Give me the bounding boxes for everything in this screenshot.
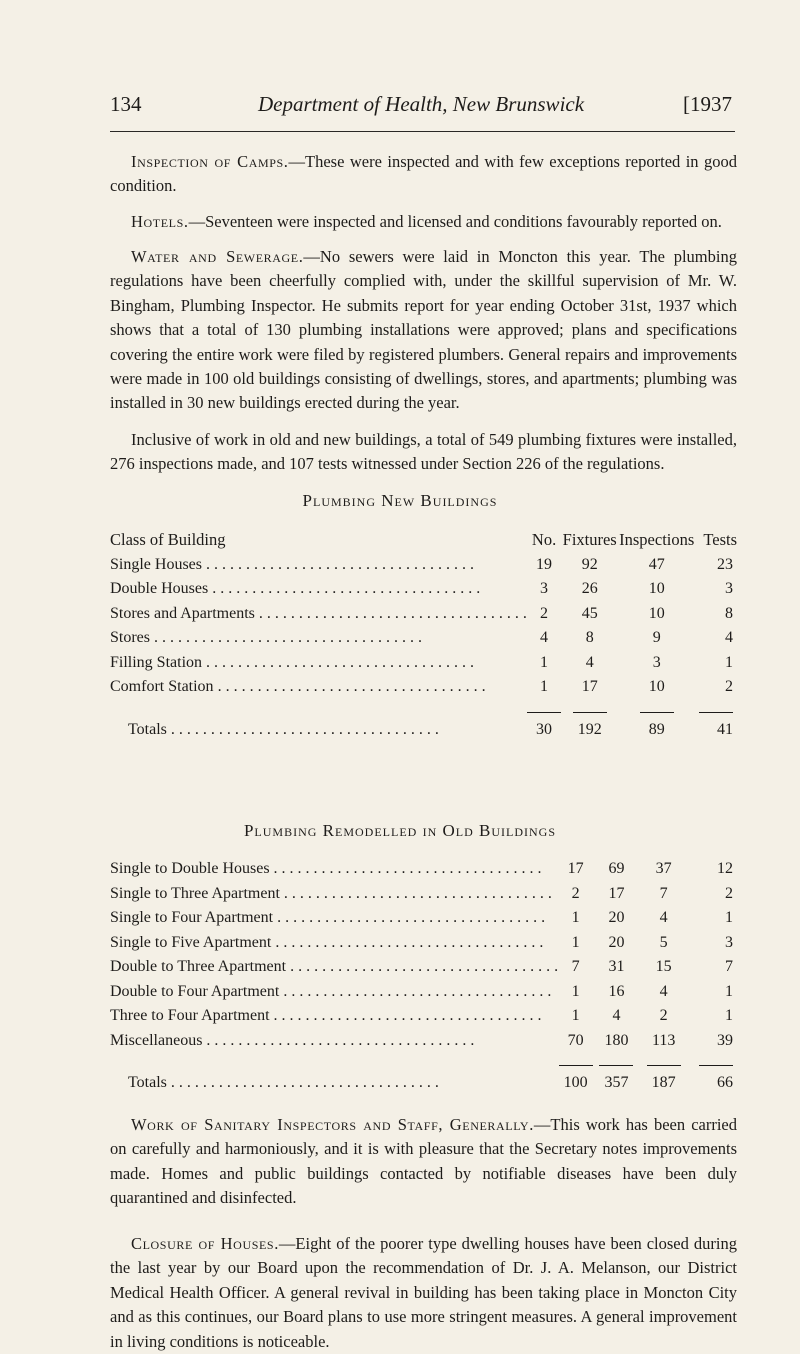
text-closure-of-houses: —Eight of the poorer type dwelling houses have been closed during the last year by our Board upon the recommendation of Dr. J. A. Melanson, our District Medical Health Officer. A general revival in building has been taking place in Moncton City and as this continues, our Board plans to use more stringent measures. A general improvement in living conditions is noticeable. xyxy=(110,1234,737,1351)
row-value: 20 xyxy=(608,909,625,927)
row-value: 16 xyxy=(608,982,625,1000)
heading-water-sewerage: Water and Sewerage. xyxy=(131,247,304,266)
row-value: 7 xyxy=(725,958,733,976)
row-label xyxy=(110,553,527,578)
paragraph-hotels xyxy=(110,210,737,234)
running-title: Department of Health, New Brunswick xyxy=(258,92,585,116)
table-row xyxy=(110,577,737,602)
dot-leader: . . . . . . . . . . . . . . . . . . . . . . . . . . . . . . . . . . xyxy=(208,580,481,598)
row-value: 3 xyxy=(652,653,661,671)
table-new-header-row xyxy=(110,528,737,553)
running-header xyxy=(0,90,800,130)
dot-leader: . . . . . . . . . . . . . . . . . . . . . . . . . . . . . . . . . . xyxy=(202,555,474,573)
row-value: 1 xyxy=(571,933,580,951)
label-text: Miscellaneous xyxy=(110,1031,203,1049)
totals-row xyxy=(110,1071,737,1096)
totals-row xyxy=(110,718,737,743)
row-value: 20 xyxy=(608,933,625,951)
row-value: 113 xyxy=(651,1031,676,1049)
divider-cell xyxy=(527,700,561,718)
dot-leader: . . . . . . . . . . . . . . . . . . . . . . . . . . . . . . . . . . xyxy=(286,958,559,976)
dot-leader: . . . . . . . . . . . . . . . . . . . . . . . . . . . . . . . . . . xyxy=(273,909,546,927)
label-text: Single Houses xyxy=(110,555,202,573)
label-wrap xyxy=(110,605,527,623)
col-class-of-building: Class of Building xyxy=(110,530,226,550)
heading-hotels: Hotels. xyxy=(131,212,189,231)
row-value: 7 xyxy=(659,884,668,902)
totals-divider xyxy=(110,1053,737,1071)
table-old-buildings xyxy=(110,857,737,1096)
heading-camps: Inspection of Camps. xyxy=(131,152,289,171)
label-wrap xyxy=(110,860,558,878)
col-tests: Tests xyxy=(703,530,737,550)
table-new-caption: Plumbing New Buildings xyxy=(302,491,498,510)
col-inspections: Inspections xyxy=(619,530,695,550)
row-label xyxy=(110,931,558,956)
divider-bar xyxy=(527,712,561,713)
divider-cell xyxy=(618,700,695,718)
row-value: 2 xyxy=(571,884,580,902)
label-text: Single to Three Apartment xyxy=(110,884,280,902)
row-value: 4 xyxy=(659,909,668,927)
label-text: Double Houses xyxy=(110,580,209,598)
totals-divider xyxy=(110,700,737,718)
col-fixtures: Fixtures xyxy=(562,530,617,550)
row-label xyxy=(110,577,527,602)
text-camps: —These were inspected and with few exceptions reported in good condition. xyxy=(110,152,737,196)
divider-cell xyxy=(110,1053,558,1071)
label-text: Totals xyxy=(128,1074,167,1092)
row-value: 1 xyxy=(725,982,733,1000)
label-wrap xyxy=(110,983,558,1001)
text-hotels: —Seventeen were inspected and licensed and conditions favourably reported on. xyxy=(188,212,722,231)
row-value: 69 xyxy=(608,860,625,878)
dot-leader: . . . . . . . . . . . . . . . . . . . . . . . . . . . . . . . . . . xyxy=(279,884,552,902)
label-text: Stores and Apartments xyxy=(110,604,255,622)
label-wrap xyxy=(110,1007,558,1025)
row-value: 180 xyxy=(604,1031,629,1049)
divider-cell xyxy=(558,1053,593,1071)
label-wrap xyxy=(110,654,527,672)
row-value: 31 xyxy=(608,958,625,976)
label-wrap xyxy=(110,556,527,574)
label-text: Three to Four Apartment xyxy=(110,1007,270,1025)
row-value: 3 xyxy=(540,580,549,598)
row-value: 1 xyxy=(540,653,549,671)
header-rule xyxy=(110,131,735,132)
row-label xyxy=(110,1029,558,1054)
row-value: 17 xyxy=(608,884,625,902)
row-value: 1 xyxy=(725,1007,733,1025)
paragraph-camps xyxy=(110,150,737,199)
totals-value: 89 xyxy=(648,720,665,738)
divider-bar xyxy=(647,1065,681,1066)
text-sanitary-inspectors: —This work has been carried on carefully and harmoniously, and it is with pleasure that the Secretary notes improvements made. Homes and public buildings contacted by notifiable diseases have been duly quarantined and disinfected. xyxy=(110,1115,737,1208)
row-value: 92 xyxy=(581,555,598,573)
table-row xyxy=(110,1004,737,1029)
label-wrap xyxy=(110,629,527,647)
divider-bar xyxy=(599,1065,633,1066)
row-value: 2 xyxy=(540,604,549,622)
label-text: Filling Station xyxy=(110,653,203,671)
totals-value: 66 xyxy=(717,1074,733,1092)
row-value: 5 xyxy=(659,933,668,951)
label-wrap xyxy=(128,721,527,739)
row-value: 1 xyxy=(571,982,580,1000)
row-value: 26 xyxy=(581,580,598,598)
row-label xyxy=(110,626,527,651)
totals-value: 41 xyxy=(717,720,733,738)
divider-cell xyxy=(110,700,527,718)
row-label xyxy=(110,955,558,980)
row-value: 8 xyxy=(725,604,733,622)
dot-leader: . . . . . . . . . . . . . . . . . . . . . . . . . . . . . . . . . . xyxy=(269,1007,542,1025)
table-row xyxy=(110,602,737,627)
row-label xyxy=(110,857,558,882)
divider-cell xyxy=(640,1053,688,1071)
table-row xyxy=(110,906,737,931)
row-value: 4 xyxy=(612,1007,621,1025)
table-row xyxy=(110,626,737,651)
row-value: 17 xyxy=(581,678,598,696)
row-label xyxy=(110,651,527,676)
row-value: 3 xyxy=(725,933,733,951)
label-text: Stores xyxy=(110,629,150,647)
row-value: 10 xyxy=(648,678,665,696)
row-value: 4 xyxy=(540,629,549,647)
totals-value: 187 xyxy=(651,1074,676,1092)
row-value: 1 xyxy=(725,909,733,927)
paragraph-inclusive xyxy=(110,428,737,477)
row-label xyxy=(110,980,558,1005)
table-row xyxy=(110,1029,737,1054)
heading-sanitary-inspectors: Work of Sanitary Inspectors and Staff, Generally. xyxy=(131,1115,534,1134)
row-value: 19 xyxy=(536,555,553,573)
label-wrap xyxy=(110,885,558,903)
label-text: Comfort Station xyxy=(110,678,214,696)
table-new-buildings xyxy=(110,528,737,742)
dot-leader: . . . . . . . . . . . . . . . . . . . . . . . . . . . . . . . . . . xyxy=(254,604,527,622)
label-text: Single to Five Apartment xyxy=(110,933,272,951)
row-value: 2 xyxy=(725,678,733,696)
divider-cell xyxy=(688,1053,737,1071)
row-value: 23 xyxy=(717,555,733,573)
row-value: 45 xyxy=(581,604,598,622)
row-value: 1 xyxy=(571,909,580,927)
row-value: 7 xyxy=(571,958,580,976)
divider-bar xyxy=(699,1065,733,1066)
row-label xyxy=(110,882,558,907)
row-label xyxy=(110,675,527,700)
row-value: 12 xyxy=(717,860,733,878)
row-value: 47 xyxy=(648,555,665,573)
label-wrap xyxy=(110,1032,558,1050)
paragraph-sanitary-inspectors xyxy=(110,1113,737,1211)
divider-bar xyxy=(699,712,733,713)
row-value: 15 xyxy=(655,958,672,976)
paragraph-water-sewerage xyxy=(110,245,737,416)
dot-leader: . . . . . . . . . . . . . . . . . . . . . . . . . . . . . . . . . . xyxy=(213,678,486,696)
row-value: 2 xyxy=(725,884,733,902)
label-wrap xyxy=(110,958,558,976)
dot-leader: . . . . . . . . . . . . . . . . . . . . . . . . . . . . . . . . . . xyxy=(269,860,542,878)
heading-closure-of-houses: Closure of Houses. xyxy=(131,1234,279,1253)
label-text: Double to Three Apartment xyxy=(110,958,287,976)
dot-leader: . . . . . . . . . . . . . . . . . . . . . . . . . . . . . . . . . . xyxy=(166,720,439,738)
row-value: 4 xyxy=(585,653,594,671)
totals-label xyxy=(110,1071,558,1096)
running-year: [1937 xyxy=(683,92,732,116)
table-row xyxy=(110,651,737,676)
row-value: 1 xyxy=(725,653,733,671)
label-text: Totals xyxy=(128,720,167,738)
label-wrap xyxy=(110,678,527,696)
divider-bar xyxy=(640,712,674,713)
paragraph-closure-of-houses xyxy=(110,1232,737,1354)
row-value: 1 xyxy=(540,678,549,696)
label-text: Single to Four Apartment xyxy=(110,909,274,927)
table-row xyxy=(110,553,737,578)
row-value: 70 xyxy=(567,1031,584,1049)
table-row xyxy=(110,675,737,700)
row-value: 9 xyxy=(652,629,661,647)
row-value: 37 xyxy=(655,860,672,878)
totals-value: 357 xyxy=(604,1074,629,1092)
dot-leader: . . . . . . . . . . . . . . . . . . . . . . . . . . . . . . . . . . xyxy=(279,982,552,1000)
col-no: No. xyxy=(531,530,557,550)
dot-leader: . . . . . . . . . . . . . . . . . . . . . . . . . . . . . . . . . . xyxy=(271,933,544,951)
dot-leader: . . . . . . . . . . . . . . . . . . . . . . . . . . . . . . . . . . xyxy=(166,1074,439,1092)
dot-leader: . . . . . . . . . . . . . . . . . . . . . . . . . . . . . . . . . . xyxy=(202,653,475,671)
text-inclusive: Inclusive of work in old and new buildings, a total of 549 plumbing fixtures were installed, 276 inspections made, and 107 tests witnessed under Section 226 of the regulations. xyxy=(110,430,737,474)
label-wrap xyxy=(128,1074,558,1092)
row-label xyxy=(110,906,558,931)
divider-bar xyxy=(559,1065,593,1066)
table-row xyxy=(110,857,737,882)
label-wrap xyxy=(110,934,558,952)
row-value: 2 xyxy=(659,1007,668,1025)
text-water-sewerage: —No sewers were laid in Moncton this year. The plumbing regulations have been cheerfully complied with, under the skillful supervision of Mr. W. Bingham, Plumbing Inspector. He submits report for year ending October 31st, 1937 which shows that a total of 130 plumbing installations were approved; plans and specifications covering the entire work were filed by registered plumbers. General repairs and improvements were made in 100 old buildings consisting of dwellings, stores, and apartments; plumbing was installed in 30 new buildings erected during the year. xyxy=(110,247,737,413)
divider-cell xyxy=(561,700,618,718)
totals-label xyxy=(110,718,527,743)
totals-value: 192 xyxy=(577,720,602,738)
row-value: 3 xyxy=(725,580,733,598)
row-value: 8 xyxy=(585,629,594,647)
table-old-caption: Plumbing Remodelled in Old Buildings xyxy=(243,821,557,840)
label-text: Double to Four Apartment xyxy=(110,982,280,1000)
row-label xyxy=(110,602,527,627)
table-row xyxy=(110,931,737,956)
row-value: 10 xyxy=(648,580,665,598)
row-value: 39 xyxy=(717,1031,733,1049)
divider-cell xyxy=(695,700,737,718)
table-row xyxy=(110,980,737,1005)
totals-value: 100 xyxy=(563,1074,588,1092)
label-text: Single to Double Houses xyxy=(110,860,270,878)
row-value: 10 xyxy=(648,604,665,622)
table-row xyxy=(110,882,737,907)
row-label xyxy=(110,1004,558,1029)
label-wrap xyxy=(110,580,527,598)
dot-leader: . . . . . . . . . . . . . . . . . . . . . . . . . . . . . . . . . . xyxy=(150,629,422,647)
table-row xyxy=(110,955,737,980)
divider-cell xyxy=(593,1053,639,1071)
page-number: 134 xyxy=(110,92,142,116)
dot-leader: . . . . . . . . . . . . . . . . . . . . . . . . . . . . . . . . . . xyxy=(202,1031,475,1049)
row-value: 17 xyxy=(567,860,584,878)
row-value: 4 xyxy=(725,629,733,647)
row-value: 4 xyxy=(659,982,668,1000)
label-wrap xyxy=(110,909,558,927)
divider-bar xyxy=(573,712,607,713)
totals-value: 30 xyxy=(536,720,553,738)
row-value: 1 xyxy=(571,1007,580,1025)
